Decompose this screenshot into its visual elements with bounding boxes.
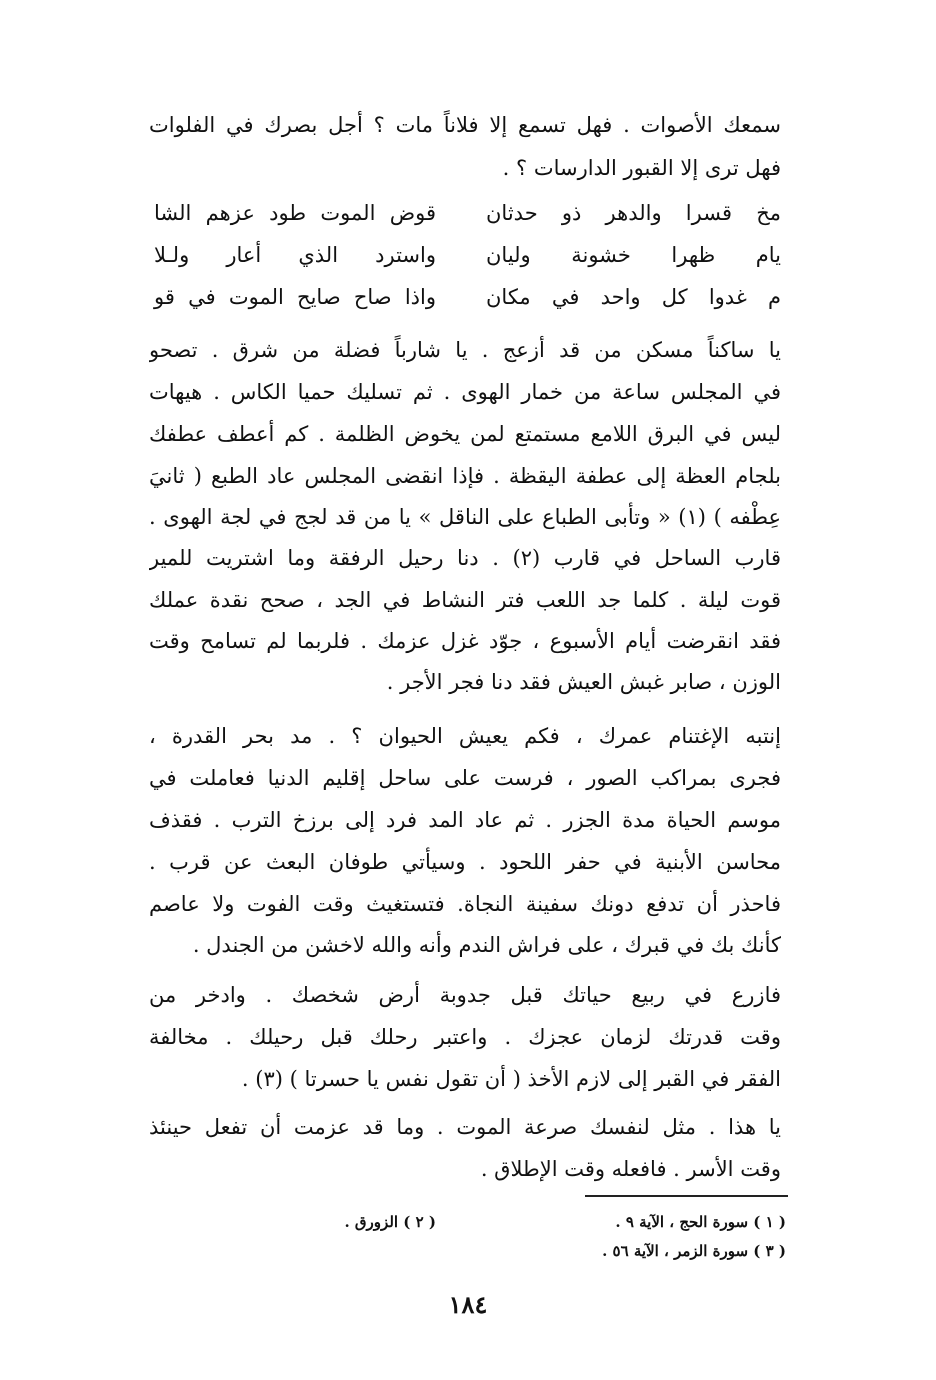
text-line: قوت ليلة . كلما جد اللعب فتر النشاط في الجد ، صحح نقدة عملك [149,588,781,612]
text-line: سمعك الأصوات . فهل تسمع إلا فلاناً مات ؟ أجل بصرك في الفلوات [149,113,781,137]
text-line: فازرع في ربيع حياتك قبل جدوبة أرض شخصك . وادخر من [149,983,781,1007]
verse-first-hemistich: واذا صاح صايح الموت في قو [154,285,436,309]
text-line: في المجلس ساعة من خمار الهوى . ثم تسليك حميا الكاس . هيهات [149,380,781,404]
page-number: ١٨٤ [448,1290,488,1319]
verse-first-hemistich: واسترد الذي أعار ولـلا [154,243,436,267]
footnote-separator [585,1195,788,1197]
text-line: فهل ترى إلا القبور الدارسات ؟ . [502,156,781,180]
text-line: وقت الأسر . فافعله وقت الإطلاق . [480,1157,781,1181]
footnote-3: ( ٣ ) سورة الزمر ، الآية ٥٦ . [602,1242,786,1260]
verse-line [0,192,936,234]
text-line: يا هذا . مثل لنفسك صرعة الموت . وما قد عزمت أن تفعل حينئذ [149,1115,781,1139]
text-line: قارب الساحل في قارب (٢) . دنا رحيل الرفقة وما اشتريت للمير [149,546,781,570]
text-line: فقد انقرضت أيام الأسبوع ، جوّد غزل عزمك . فلربما لم تسامح وقت [149,629,781,653]
text-line: موسم الحياة مدة الجزر . ثم عاد المد فرد إلى برزخ الترب . فقذف [149,808,781,832]
text-line: عِطْفه ) (١) « وتأبى الطباع على الناقل » يا من قد لجج في لجة الهوى . [149,505,781,529]
footnote-1: ( ١ ) سورة الحج ، الآية ٩ . [615,1213,786,1231]
verse-second-hemistich: مخ قسرا والدهر ذو حدثان [486,201,781,225]
text-line: محاسن الأبنية في حفر اللحود . وسيأتي طوفان البعث عن قرب . [149,850,781,874]
text-line: ليس في البرق اللامع مستمتع لمن يخوض الظلمة . كم أعطف عطفك [149,422,781,446]
verse-second-hemistich: يام ظهرا خشونة وليان [486,243,781,267]
text-line: الفقر في القبر إلى لازم الأخذ ( أن تقول نفس يا حسرتا ) (٣) . [241,1067,781,1091]
text-line: الوزن ، صابر غبش العيش فقد دنا فجر الأجر . [386,670,781,694]
text-line: فجرى بمراكب الصور ، فرست على ساحل إقليم الدنيا فعاملت في [149,766,781,790]
text-line: فاحذر أن تدفع دونك سفينة النجاة. فتستغيث وقت الفوت ولا عاصم [149,892,781,916]
verse-line [0,276,936,318]
text-line: إنتبه الإغتنام عمرك ، فكم يعيش الحيوان ؟ . مد بحر القدرة ، [149,724,781,748]
text-line: بلجام العظة إلى عطفة اليقظة . فإذا انقضى المجلس عاد الطبع ( ثانيَ [149,464,781,488]
verse-first-hemistich: قوض الموت طود عزهم الشا [154,201,436,225]
footnote-2: ( ٢ ) الزورق . [344,1213,436,1231]
text-line: يا ساكناً مسكن من قد أزعج . يا شارباً فضلة من شرق . تصحو [149,338,781,362]
verse-line [0,234,936,276]
text-line: كأنك بك في قبرك ، على فراش الندم وأنه والله لاخشن من الجندل . [192,933,781,957]
verse-second-hemistich: م غدوا كل واحد في مكان [486,285,781,309]
text-line: وقت قدرتك لزمان عجزك . واعتبر رحلك قبل رحيلك . مخالفة [149,1025,781,1049]
